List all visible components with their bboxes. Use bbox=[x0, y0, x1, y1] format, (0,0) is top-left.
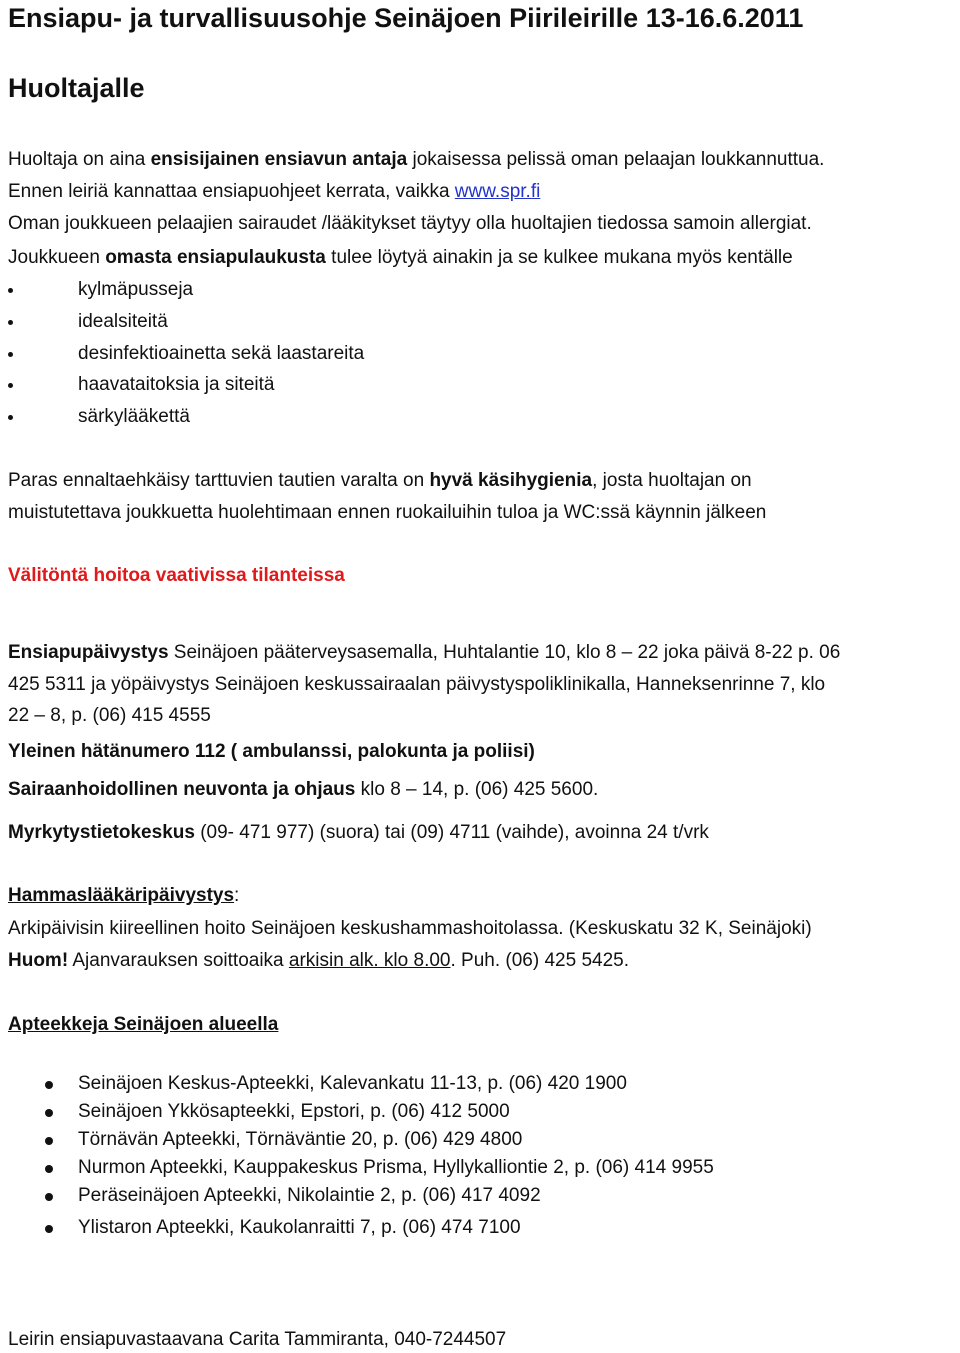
health-advice-line: Sairaanhoidollinen neuvonta ja ohjaus klo 8 – 14, p. (06) 425 5600. bbox=[8, 779, 599, 800]
bullet-icon bbox=[45, 1193, 53, 1201]
bullet-icon bbox=[45, 1081, 53, 1089]
emergency-line-2: 425 5311 ja yöpäivystys Seinäjoen keskussairaalan päivystyspoliklinikalla, Hanneksenrinne 7, klo bbox=[8, 674, 826, 695]
hygiene-line-2: muistutettava joukkuetta huolehtimaan ennen ruokailuihin tuloa ja WC:ssä käynnin jälkeen bbox=[8, 502, 767, 523]
bullet-icon bbox=[45, 1109, 53, 1117]
intro-line-3: Oman joukkueen pelaajien sairaudet /lääkitykset täytyy olla huoltajien tiedossa samoin allergiat. bbox=[8, 213, 812, 234]
footer-contact: Leirin ensiapuvastaavana Carita Tammiranta, 040-7244507 bbox=[8, 1329, 507, 1350]
poison-center-line: Myrkytystietokeskus (09- 471 977) (suora) tai (09) 4711 (vaihde), avoinna 24 t/vrk bbox=[8, 822, 709, 843]
emergency-line-1: Ensiapupäivystys Seinäjoen pääterveysasemalla, Huhtalantie 10, klo 8 – 22 joka päivä 8-22 p. 06 bbox=[8, 642, 841, 663]
bullet-icon bbox=[8, 415, 13, 420]
section-title-huoltajalle: Huoltajalle bbox=[8, 73, 145, 103]
bullet-icon bbox=[45, 1225, 53, 1233]
intro-line-1: Huoltaja on aina ensisijainen ensiavun antaja jokaisessa pelissä oman pelaajan loukkannuttua. bbox=[8, 149, 825, 170]
bullet-icon bbox=[8, 320, 13, 325]
dental-heading: Hammaslääkäripäivystys: bbox=[8, 885, 240, 906]
general-emergency-number: Yleinen hätänumero 112 ( ambulanssi, palokunta ja poliisi) bbox=[8, 741, 535, 762]
hygiene-line-1: Paras ennaltaehkäisy tarttuvien tautien varalta on hyvä käsihygienia, josta huoltajan on bbox=[8, 470, 752, 491]
pharmacies-heading: Apteekkeja Seinäjoen alueella bbox=[8, 1014, 279, 1035]
bullet-icon bbox=[45, 1165, 53, 1173]
intro-line-4: Joukkueen omasta ensiapulaukusta tulee löytyä ainakin ja se kulkee mukana myös kentälle bbox=[8, 247, 793, 268]
intro-line-2: Ennen leiriä kannattaa ensiapuohjeet kerrata, vaikka www.spr.fi bbox=[8, 181, 541, 202]
document-title: Ensiapu- ja turvallisuusohje Seinäjoen Piirileirille 13-16.6.2011 bbox=[8, 3, 804, 33]
bullet-icon bbox=[45, 1137, 53, 1145]
spr-link[interactable]: www.spr.fi bbox=[454, 181, 541, 202]
emergency-line-3: 22 – 8, p. (06) 415 4555 bbox=[8, 705, 211, 726]
bullet-icon bbox=[8, 288, 13, 293]
dental-line-1: Arkipäivisin kiireellinen hoito Seinäjoen keskushammashoitolassa. (Keskuskatu 32 K, Seinäjoki) bbox=[8, 918, 812, 939]
urgent-heading: Välitöntä hoitoa vaativissa tilanteissa bbox=[8, 565, 345, 586]
dental-line-2: Huom! Ajanvarauksen soittoaika arkisin alk. klo 8.00. Puh. (06) 425 5425. bbox=[8, 950, 629, 971]
bullet-icon bbox=[8, 383, 13, 388]
bullet-icon bbox=[8, 352, 13, 357]
